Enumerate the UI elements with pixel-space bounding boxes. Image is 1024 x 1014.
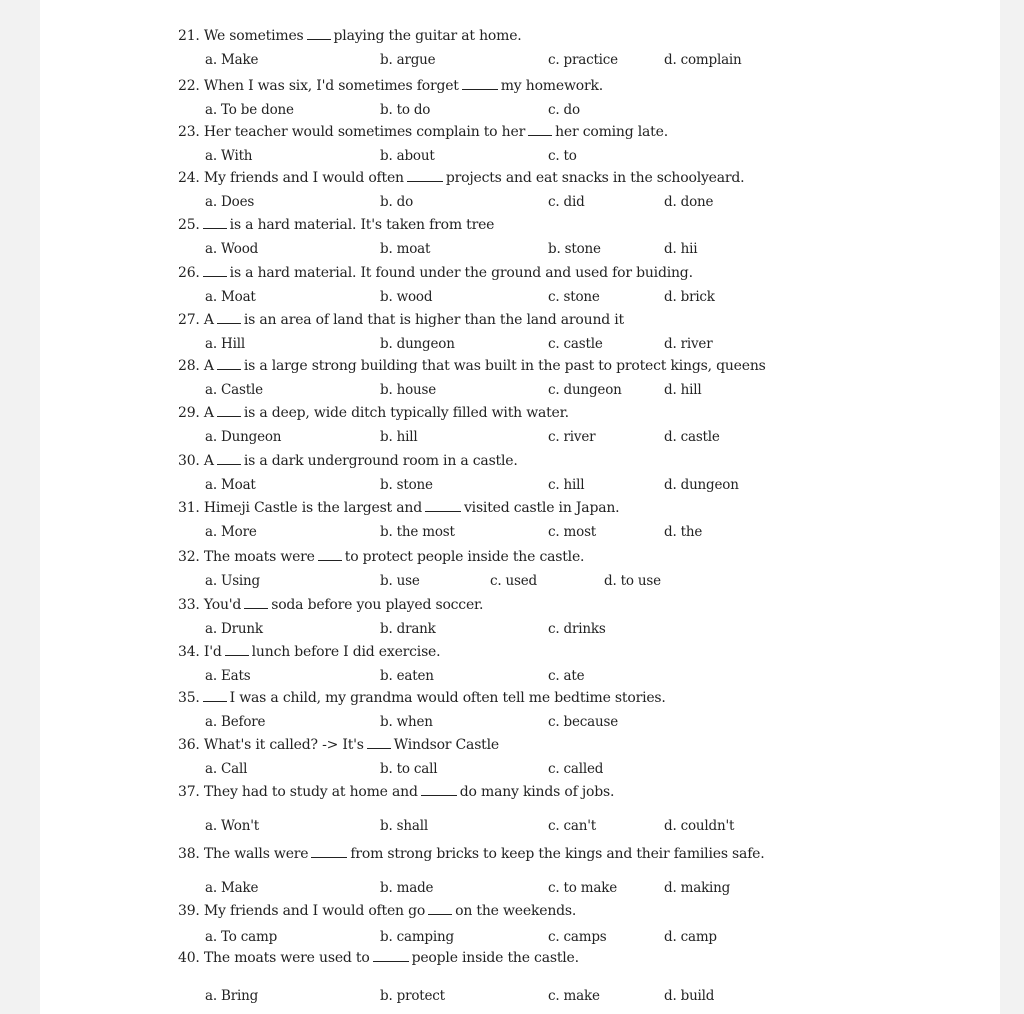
option-c[interactable]: c. river	[548, 429, 596, 445]
answer-blank[interactable]	[217, 313, 241, 324]
question-rest: is a large strong building that was built in the past to protect kings, queens	[243, 358, 766, 374]
option-b[interactable]: b. stone	[380, 477, 433, 493]
option-a[interactable]: a. Make	[205, 52, 259, 68]
option-c[interactable]: c. stone	[548, 289, 600, 305]
answer-blank[interactable]	[203, 691, 227, 702]
question-rest: is an area of land that is higher than the land around it	[243, 312, 624, 328]
answer-blank[interactable]	[528, 125, 552, 136]
answer-blank[interactable]	[428, 904, 452, 915]
question-stem: 29. A	[178, 405, 214, 421]
question-stem: 34. I'd	[178, 644, 222, 660]
question-29	[178, 405, 569, 421]
option-b[interactable]: b. shall	[380, 818, 428, 834]
question-stem: 33. You'd	[178, 597, 242, 613]
option-c[interactable]: c. hill	[548, 477, 585, 493]
option-b[interactable]: b. camping	[380, 929, 454, 945]
question-stem: 27. A	[178, 312, 214, 328]
option-a[interactable]: a. Call	[205, 761, 248, 777]
question-34	[178, 644, 440, 660]
question-35	[178, 690, 666, 706]
question-rest: is a hard material. It's taken from tree	[229, 217, 495, 233]
question-rest: is a hard material. It found under the ground and used for buiding.	[229, 265, 693, 281]
option-d[interactable]: d. hill	[664, 382, 702, 398]
question-stem: 23. Her teacher would sometimes complain to her	[178, 124, 526, 140]
option-c[interactable]: c. drinks	[548, 621, 606, 637]
answer-blank[interactable]	[217, 406, 241, 417]
question-stem: 25.	[178, 217, 200, 233]
option-a[interactable]: a. Using	[205, 573, 260, 589]
option-b[interactable]: b. moat	[380, 241, 431, 257]
option-a[interactable]: a. Moat	[205, 289, 256, 305]
option-b[interactable]: b. the most	[380, 524, 455, 540]
answer-blank[interactable]	[225, 645, 249, 656]
question-stem: 39. My friends and I would often go	[178, 903, 426, 919]
question-23	[178, 124, 668, 140]
question-stem: 22. When I was six, I'd sometimes forget	[178, 78, 459, 94]
option-a[interactable]: a. Moat	[205, 477, 256, 493]
option-b[interactable]: b. protect	[380, 988, 445, 1004]
option-b[interactable]: b. house	[380, 382, 437, 398]
option-c[interactable]: c. practice	[548, 52, 618, 68]
answer-blank[interactable]	[421, 785, 457, 796]
question-rest: projects and eat snacks in the schoolyeard.	[445, 170, 745, 186]
option-d[interactable]: d. complain	[664, 52, 742, 68]
question-rest: from strong bricks to keep the kings and their families safe.	[350, 846, 765, 862]
question-stem: 21. We sometimes	[178, 28, 304, 44]
question-28	[178, 358, 766, 374]
option-d[interactable]: d. done	[664, 194, 714, 210]
option-b[interactable]: b. hill	[380, 429, 418, 445]
option-a[interactable]: a. Won't	[205, 818, 259, 834]
option-d[interactable]: d. to use	[604, 573, 661, 589]
option-c[interactable]: c. ate	[548, 668, 585, 684]
option-b[interactable]: b. about	[380, 148, 435, 164]
question-39	[178, 903, 576, 919]
option-d[interactable]: d. the	[664, 524, 703, 540]
option-d[interactable]: d. hii	[664, 241, 698, 257]
question-stem: 37. They had to study at home and	[178, 784, 418, 800]
question-rest: visited castle in Japan.	[463, 500, 620, 516]
answer-blank[interactable]	[244, 598, 268, 609]
question-stem: 30. A	[178, 453, 214, 469]
question-rest: I was a child, my grandma would often tell me bedtime stories.	[229, 690, 666, 706]
option-c[interactable]: c. make	[548, 988, 600, 1004]
option-a[interactable]: a. Castle	[205, 382, 263, 398]
option-c[interactable]: c. castle	[548, 336, 603, 352]
answer-blank[interactable]	[407, 171, 443, 182]
answer-blank[interactable]	[203, 218, 227, 229]
answer-blank[interactable]	[203, 266, 227, 277]
question-rest: Windsor Castle	[393, 737, 499, 753]
option-b[interactable]: b. made	[380, 880, 434, 896]
option-b[interactable]: b. drank	[380, 621, 436, 637]
answer-blank[interactable]	[373, 951, 409, 962]
question-rest: people inside the castle.	[411, 950, 579, 966]
question-rest: on the weekends.	[455, 903, 577, 919]
option-c[interactable]: c. did	[548, 194, 585, 210]
question-rest: playing the guitar at home.	[333, 28, 522, 44]
question-rest: is a dark underground room in a castle.	[243, 453, 518, 469]
question-rest: soda before you played soccer.	[271, 597, 484, 613]
option-c[interactable]: c. dungeon	[548, 382, 622, 398]
question-stem: 36. What's it called? -> It's	[178, 737, 364, 753]
option-d[interactable]: d. river	[664, 336, 713, 352]
option-a[interactable]: a. Hill	[205, 336, 245, 352]
question-stem: 26.	[178, 265, 200, 281]
question-37	[178, 784, 614, 800]
question-24	[178, 170, 744, 186]
option-b[interactable]: b. wood	[380, 289, 433, 305]
option-c[interactable]: c. camps	[548, 929, 607, 945]
question-30	[178, 453, 518, 469]
option-b[interactable]: b. eaten	[380, 668, 434, 684]
answer-blank[interactable]	[425, 501, 461, 512]
question-33	[178, 597, 483, 613]
answer-blank[interactable]	[462, 79, 498, 90]
question-stem: 28. A	[178, 358, 214, 374]
question-36	[178, 737, 499, 753]
question-stem: 32. The moats were	[178, 549, 315, 565]
answer-blank[interactable]	[217, 359, 241, 370]
option-a[interactable]: a. Dungeon	[205, 429, 282, 445]
option-c[interactable]: c. to	[548, 148, 577, 164]
answer-blank[interactable]	[217, 454, 241, 465]
answer-blank[interactable]	[307, 29, 331, 40]
option-a[interactable]: a. Before	[205, 714, 266, 730]
option-a[interactable]: a. With	[205, 148, 253, 164]
question-stem: 35.	[178, 690, 200, 706]
question-31	[178, 500, 619, 516]
question-stem: 31. Himeji Castle is the largest and	[178, 500, 422, 516]
question-stem: 38. The walls were	[178, 846, 309, 862]
option-d[interactable]: d. camp	[664, 929, 717, 945]
option-a[interactable]: a. Make	[205, 880, 259, 896]
question-26	[178, 265, 693, 281]
question-stem: 24. My friends and I would often	[178, 170, 404, 186]
option-b[interactable]: b. dungeon	[380, 336, 455, 352]
option-c[interactable]: c. do	[548, 102, 580, 118]
question-27	[178, 312, 624, 328]
answer-blank[interactable]	[311, 847, 347, 858]
option-d[interactable]: d. making	[664, 880, 731, 896]
option-a[interactable]: a. To camp	[205, 929, 278, 945]
option-d[interactable]: d. build	[664, 988, 715, 1004]
option-a[interactable]: a. To be done	[205, 102, 294, 118]
option-a[interactable]: a. Does	[205, 194, 255, 210]
question-38	[178, 846, 765, 862]
option-c[interactable]: c. called	[548, 761, 604, 777]
question-rest: is a deep, wide ditch typically filled with water.	[243, 405, 569, 421]
option-c[interactable]: b. stone	[548, 241, 601, 257]
option-b[interactable]: b. to do	[380, 102, 431, 118]
option-c[interactable]: c. because	[548, 714, 618, 730]
question-rest: her coming late.	[555, 124, 668, 140]
question-40	[178, 950, 579, 966]
question-32	[178, 549, 584, 565]
option-d[interactable]: d. brick	[664, 289, 715, 305]
option-b[interactable]: b. do	[380, 194, 413, 210]
option-b[interactable]: b. when	[380, 714, 433, 730]
answer-blank[interactable]	[367, 738, 391, 749]
option-a[interactable]: a. Eats	[205, 668, 251, 684]
option-c[interactable]: c. can't	[548, 818, 596, 834]
question-21	[178, 28, 522, 44]
option-a[interactable]: a. Drunk	[205, 621, 263, 637]
answer-blank[interactable]	[318, 550, 342, 561]
question-rest: lunch before I did exercise.	[251, 644, 441, 660]
question-25	[178, 217, 494, 233]
option-d[interactable]: d. dungeon	[664, 477, 739, 493]
option-b[interactable]: b. use	[380, 573, 420, 589]
option-d[interactable]: d. castle	[664, 429, 720, 445]
option-a[interactable]: a. Bring	[205, 988, 259, 1004]
question-rest: my homework.	[500, 78, 603, 94]
option-c[interactable]: c. to make	[548, 880, 618, 896]
option-b[interactable]: b. to call	[380, 761, 438, 777]
question-stem: 40. The moats were used to	[178, 950, 370, 966]
option-b[interactable]: b. argue	[380, 52, 436, 68]
option-a[interactable]: a. Wood	[205, 241, 259, 257]
option-c[interactable]: c. used	[490, 573, 537, 589]
question-rest: to protect people inside the castle.	[344, 549, 585, 565]
option-c[interactable]: c. most	[548, 524, 597, 540]
question-22	[178, 78, 603, 94]
question-rest: do many kinds of jobs.	[459, 784, 615, 800]
option-a[interactable]: a. More	[205, 524, 257, 540]
option-d[interactable]: d. couldn't	[664, 818, 735, 834]
